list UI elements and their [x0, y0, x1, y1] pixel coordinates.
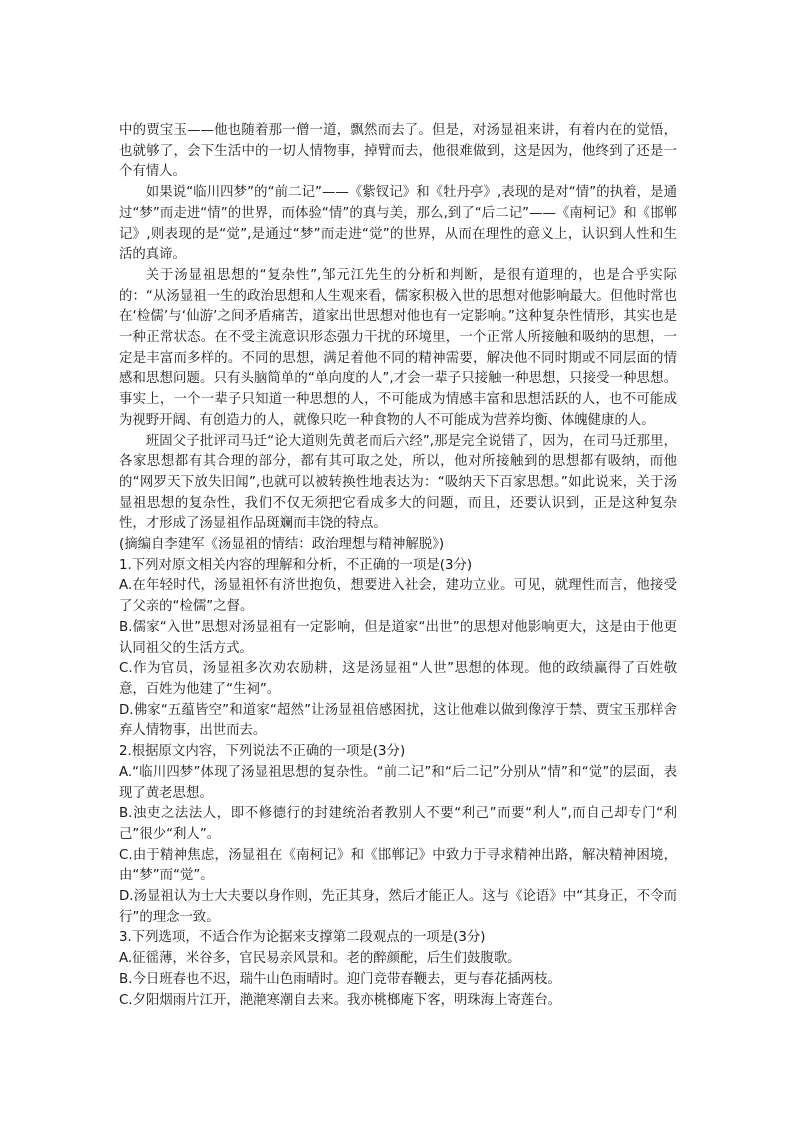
question-2-option-c: C.由于精神焦虑，汤显祖在《南柯记》和《邯郸记》中致力于寻求精神出路，解决精神困境，由“梦”而“觉”。	[119, 847, 677, 884]
question-3-option-b: B.今日班春也不迟，瑞牛山色雨晴时。迎门竞带春鞭去，更与春花插两枝。	[119, 971, 561, 987]
document-page	[119, 121, 677, 1011]
question-2-title: 2.根据原文内容，下列说法不正确的一项是(3分)	[119, 744, 406, 760]
passage-paragraph: 关于汤显祖思想的“复杂性”,邹元江先生的分析和判断，是很有道理的，也是合乎实际的：“从汤显祖一生的政治思想和人生观来看，儒家积极入世的思想对他影响最大。但他时常也在‘检儒’与‘仙游’之间矛盾痛苦，道家出世思想对他也有一定影响。”这种复杂性情形，其实也是一种正常状态。在不受主流意识形态强力干扰的环境里，一个正常人所接触和吸纳的思想，一定是丰富而多样的。不同的思想，满足着他不同的精神需要，解决他不同时期或不同层面的情感和思想问题。只有头脑简单的“单向度的人”,才会一辈子只接触一种思想，只接受一种思想。事实上，一个一辈子只知道一种思想的人，不可能成为情感丰富和思想活跃的人，也不可能成为视野开阔、有创造力的人，就像只吃一种食物的人不可能成为营养均衡、体魄健康的人。	[119, 267, 677, 428]
question-1-option-a: A.在年轻时代，汤显祖怀有济世抱负，想要进入社会，建功立业。可见，就理性而言，他接受了父亲的“检儒”之督。	[119, 578, 677, 615]
question-3-option-a: A.征徭薄，米谷多，官民易亲风景和。老的醉颜酡，后生们鼓腹歌。	[119, 951, 521, 967]
question-2-option-d: D.汤显祖认为士大夫要以身作则，先正其身，然后才能正人。这与《论语》中“其身正，不令而行”的理念一致。	[119, 889, 677, 925]
question-3-option-c: C.夕阳烟雨片江开，滟滟寒潮自去来。我亦桃榔庵下客，明珠海上寄莲台。	[119, 992, 562, 1008]
passage-paragraph: 班固父子批评司马迁“论大道则先黄老而后六经”,那是完全说错了，因为，在司马迁那里，各家思想都有其合理的部分，都有其可取之处，所以，他对所接触到的思想都有吸纳，而他的“网罗天下放失旧闻”,也就可以被转换性地表达为：“吸纳天下百家思想。”如此说来，关于汤显祖思想的复杂性，我们不仅无须把它看成多大的问题，而且，还要认识到，正是这种复杂性，才形成了汤显祖作品斑斓而丰饶的特点。	[119, 433, 677, 532]
question-2-option-a: A.“临川四梦”体现了汤显祖思想的复杂性。“前二记”和“后二记”分别从“情”和“觉”的层面，表现了黄老思想。	[119, 764, 677, 801]
question-1-option-b: B.儒家“入世”思想对汤显祖有一定影响，但是道家“出世”的思想对他影响更大，这是由于他更认同祖父的生活方式。	[119, 619, 677, 656]
passage-paragraph: 如果说“临川四梦”的“前二记”——《紫钗记》和《牡丹亭》,表现的是对“情”的执着，是通过“梦”而走进“情”的世界，而体验“情”的真与美，那么,到了“后二记”——《南柯记》和《邯郸记》,则表现的是“觉”,是通过“梦”而走进“觉”的世界，从而在理性的意义上，认识到人性和生活的真谛。	[119, 185, 677, 263]
passage-source: (摘编自李建军《汤显祖的情结：政治理想与精神解脱》)	[119, 537, 445, 553]
question-1-option-c: C.作为官员，汤显祖多次劝农励耕，这是汤显祖“人世”思想的体现。他的政绩赢得了百姓敬意，百姓为他建了“生祠”。	[119, 661, 677, 697]
question-2-option-b: B.浊吏之法法人，即不修德行的封建统治者教别人不要“利己”而要“利人”,而自己却专门“利己”很少“利人”。	[119, 806, 677, 842]
question-1-option-d: D.佛家“五蕴皆空”和道家“超然”让汤显祖倍感困扰，这让他难以做到像淳于禁、贾宝玉那样舍弃人情物事，出世而去。	[119, 702, 677, 739]
question-1-title: 1.下列对原文相关内容的理解和分析，不正确的一项是(3分)	[119, 557, 473, 573]
question-3-title: 3.下列选项，不适合作为论据来支撑第二段观点的一项是(3分)	[119, 930, 486, 946]
passage-paragraph: 中的贾宝玉——他也随着那一僧一道，飘然而去了。但是，对汤显祖来讲，有着内在的觉悟，也就够了，会下生活中的一切人情物事，掉臂而去，他很难做到，这是因为，他终到了还是一个有情人。	[119, 123, 677, 180]
